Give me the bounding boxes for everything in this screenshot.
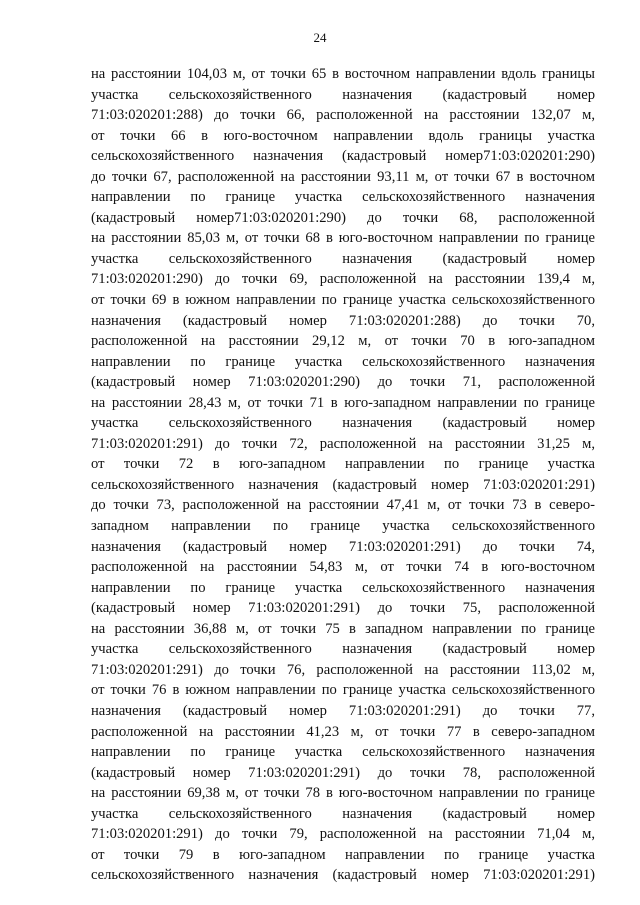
text-line: сельскохозяйственного назначения (кадастровый номер 71:03:020201:291) bbox=[91, 867, 595, 884]
body-text bbox=[91, 64, 595, 886]
text-line: (кадастровый номер 71:03:020201:291) до точки 78, расположенной bbox=[91, 764, 595, 781]
text-line: 71:03:020201:291) до точки 79, расположенной на расстоянии 71,04 м, bbox=[91, 826, 595, 843]
text-line: расположенной на расстоянии 41,23 м, от точки 77 в северо-западном bbox=[91, 723, 595, 740]
text-line: участка сельскохозяйственного назначения (кадастровый номер bbox=[91, 805, 595, 822]
text-line: на расстоянии 28,43 м, от точки 71 в юго-западном направлении по границе bbox=[91, 394, 595, 411]
text-line: от точки 66 в юго-восточном направлении вдоль границы участка bbox=[91, 127, 595, 144]
text-line: 71:03:020201:291) до точки 72, расположенной на расстоянии 31,25 м, bbox=[91, 435, 595, 452]
text-line: сельскохозяйственного назначения (кадастровый номер 71:03:020201:291) bbox=[91, 476, 595, 493]
text-line: на расстоянии 85,03 м, от точки 68 в юго-восточном направлении по границе bbox=[91, 230, 595, 247]
text-line: на расстоянии 36,88 м, от точки 75 в западном направлении по границе bbox=[91, 620, 595, 637]
text-line: направлении по границе участка сельскохозяйственного назначения bbox=[91, 579, 595, 596]
text-line: расположенной на расстоянии 29,12 м, от точки 70 в юго-западном bbox=[91, 333, 595, 350]
text-line: участка сельскохозяйственного назначения (кадастровый номер bbox=[91, 641, 595, 658]
text-line: (кадастровый номер 71:03:020201:291) до точки 75, расположенной bbox=[91, 600, 595, 617]
text-line: на расстоянии 69,38 м, от точки 78 в юго-восточном направлении по границе bbox=[91, 785, 595, 802]
text-line: назначения (кадастровый номер 71:03:020201:288) до точки 70, bbox=[91, 312, 595, 329]
text-line: участка сельскохозяйственного назначения (кадастровый номер bbox=[91, 415, 595, 432]
text-line: от точки 72 в юго-западном направлении по границе участка bbox=[91, 456, 595, 473]
text-line: назначения (кадастровый номер 71:03:020201:291) до точки 74, bbox=[91, 538, 595, 555]
text-line: (кадастровый номер 71:03:020201:290) до точки 71, расположенной bbox=[91, 374, 595, 391]
text-line: до точки 67, расположенной на расстоянии 93,11 м, от точки 67 в восточном bbox=[91, 168, 595, 185]
text-line: западном направлении по границе участка сельскохозяйственного bbox=[91, 518, 595, 535]
text-line: направлении по границе участка сельскохозяйственного назначения bbox=[91, 353, 595, 370]
text-line: на расстоянии 104,03 м, от точки 65 в восточном направлении вдоль границы bbox=[91, 66, 595, 82]
text-line: до точки 73, расположенной на расстоянии 47,41 м, от точки 73 в северо- bbox=[91, 497, 595, 514]
text-line: 71:03:020201:290) до точки 69, расположенной на расстоянии 139,4 м, bbox=[91, 271, 595, 288]
text-line: от точки 69 в южном направлении по границе участка сельскохозяйственного bbox=[91, 292, 595, 309]
text-line: от точки 79 в юго-западном направлении по границе участка bbox=[91, 846, 595, 863]
text-line: участка сельскохозяйственного назначения (кадастровый номер bbox=[91, 250, 595, 267]
text-line: (кадастровый номер71:03:020201:290) до точки 68, расположенной bbox=[91, 209, 595, 226]
text-line: расположенной на расстоянии 54,83 м, от точки 74 в юго-восточном bbox=[91, 559, 595, 576]
text-line: участка сельскохозяйственного назначения (кадастровый номер bbox=[91, 86, 595, 103]
text-line: направлении по границе участка сельскохозяйственного назначения bbox=[91, 189, 595, 206]
page-number: 24 bbox=[313, 30, 327, 45]
text-line: сельскохозяйственного назначения (кадастровый номер71:03:020201:290) bbox=[91, 148, 595, 165]
text-line: 71:03:020201:291) до точки 76, расположенной на расстоянии 113,02 м, bbox=[91, 661, 595, 678]
text-line: назначения (кадастровый номер 71:03:020201:291) до точки 77, bbox=[91, 702, 595, 719]
text-line: 71:03:020201:288) до точки 66, расположенной на расстоянии 132,07 м, bbox=[91, 107, 595, 124]
text-line: от точки 76 в южном направлении по границе участка сельскохозяйственного bbox=[91, 682, 595, 699]
text-line: направлении по границе участка сельскохозяйственного назначения bbox=[91, 744, 595, 761]
